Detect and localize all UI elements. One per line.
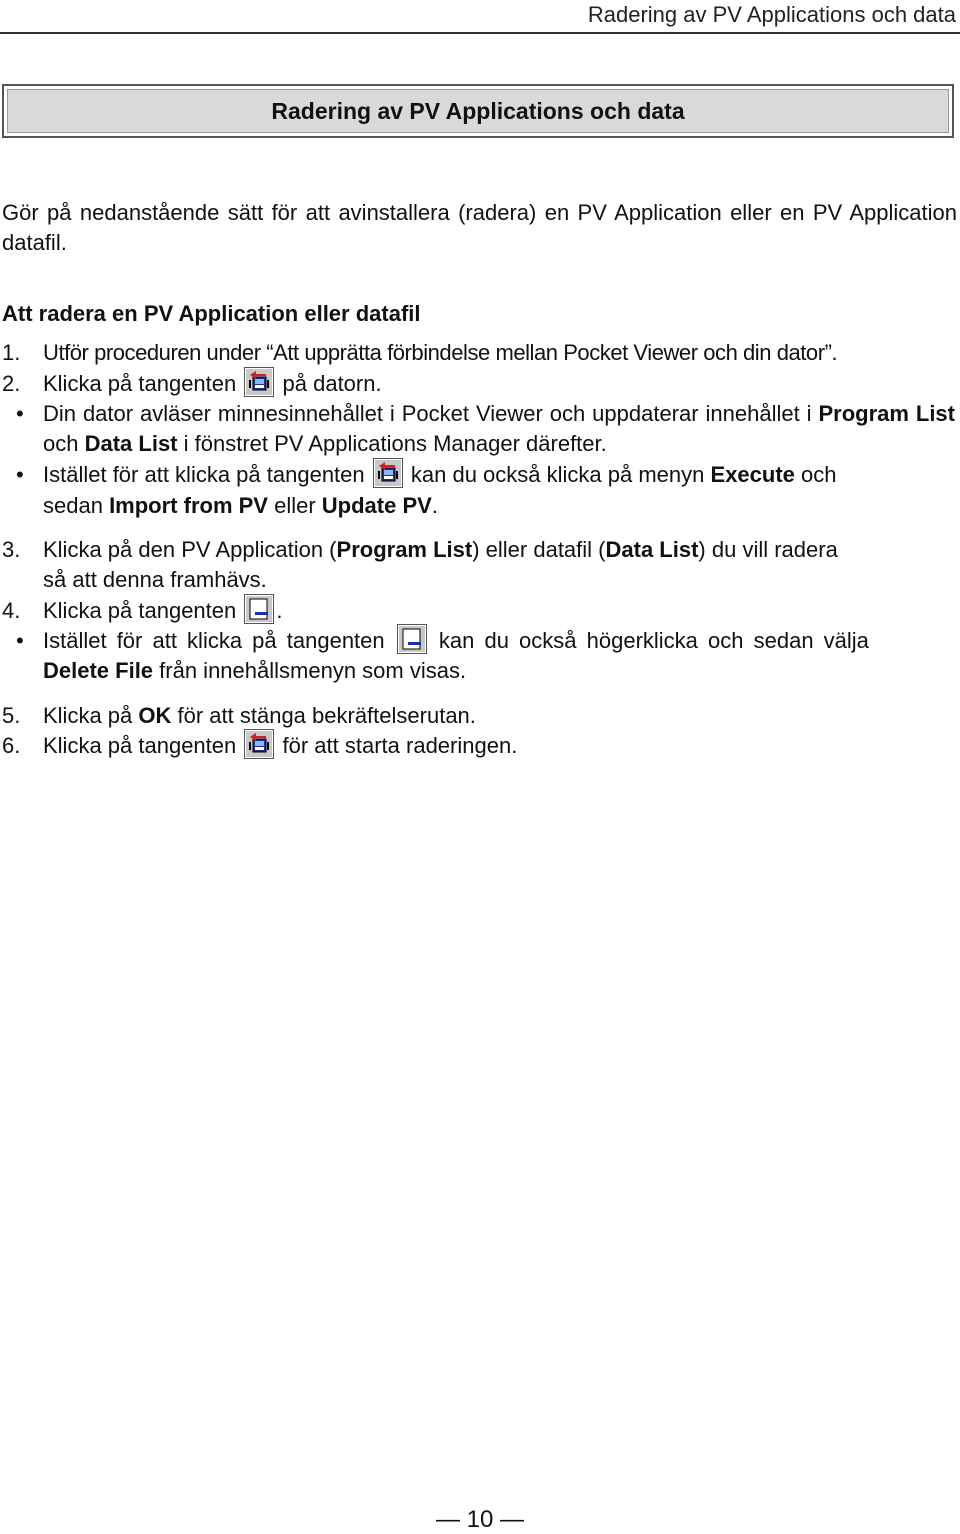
bullet-text-pre: Istället för att klicka på tangenten [43, 628, 385, 653]
bold-term: OK [138, 703, 172, 728]
page-title: Radering av PV Applications och data [7, 89, 949, 133]
bold-term: Data List [605, 537, 699, 562]
step-text [43, 731, 517, 762]
bullet-text [43, 460, 837, 491]
step-text-post: . [276, 598, 283, 623]
step-text: för att stänga bekräftelserutan. [171, 703, 476, 728]
step-text-pre: Klicka på tangenten [43, 733, 237, 758]
running-header: Radering av PV Applications och data [587, 2, 956, 27]
step-text [43, 596, 283, 627]
section-heading: Att radera en PV Application eller datafil [2, 301, 421, 326]
bold-term: Data List [84, 431, 178, 456]
title-box [2, 84, 954, 138]
bullet-marker: • [16, 401, 24, 426]
step-text-pre: Klicka på tangenten [43, 371, 237, 396]
step-number: 3. [2, 537, 21, 562]
bold-term: Program List [336, 537, 473, 562]
pv-transfer-icon [373, 458, 403, 488]
bullet-text: sedan [43, 493, 110, 518]
bold-term: Delete File [43, 658, 154, 683]
bullet-text: . [431, 493, 438, 518]
step-text: ) eller datafil ( [472, 537, 606, 562]
delete-file-icon [397, 624, 427, 654]
bullet-text: Din dator avläser minnesinnehållet i Pocket Viewer och uppdaterar innehållet i [43, 401, 812, 426]
bullet-text-mid: kan du också högerklicka och sedan välja [438, 628, 869, 653]
bullet-text [43, 656, 466, 686]
page-number: — 10 — [435, 1506, 525, 1533]
step-text: så att denna framhävs. [43, 567, 267, 592]
bullet-text: från innehållsmenyn som visas. [153, 658, 467, 683]
step-number: 6. [2, 733, 21, 758]
bullet-text [43, 491, 438, 521]
step-number: 4. [2, 598, 21, 623]
delete-file-icon [244, 594, 274, 624]
bullet-text: eller [267, 493, 322, 518]
step-text: Klicka på [43, 703, 139, 728]
bullet-text-mid: kan du också klicka på menyn [410, 462, 705, 487]
step-number: 5. [2, 703, 21, 728]
step-text-pre: Klicka på tangenten [43, 598, 237, 623]
step-text: Klicka på den PV Application ( [43, 537, 337, 562]
bullet-text: och [43, 431, 85, 456]
bullet-text-pre: Istället för att klicka på tangenten [43, 462, 365, 487]
step-number: 2. [2, 371, 21, 396]
bullet-marker: • [16, 462, 24, 487]
bullet-1-text [43, 399, 955, 459]
bold-term: Execute [710, 462, 795, 487]
step-number: 1. [2, 340, 21, 365]
step-text: ) du vill radera [698, 537, 838, 562]
step-text [43, 701, 476, 731]
bullet-text: i fönstret PV Applications Manager därefter. [177, 431, 607, 456]
header-rule [0, 32, 960, 34]
step-text-post: för att starta raderingen. [282, 733, 518, 758]
bullet-text [43, 626, 869, 657]
step-text: Utför proceduren under “Att upprätta förbindelse mellan Pocket Viewer och din dator”. [43, 340, 838, 365]
bold-term: Update PV [321, 493, 432, 518]
bold-term: Import from PV [109, 493, 268, 518]
pv-transfer-icon [244, 367, 274, 397]
intro-paragraph: Gör på nedanstående sätt för att avinstallera (radera) en PV Application eller en PV Application datafil. [2, 200, 957, 255]
bullet-marker: • [16, 628, 24, 653]
step-text [43, 535, 838, 565]
step-text-post: på datorn. [282, 371, 382, 396]
step-text [43, 369, 382, 400]
bold-term: Program List [818, 401, 955, 426]
pv-transfer-icon [244, 729, 274, 759]
bullet-text: och [794, 462, 837, 487]
